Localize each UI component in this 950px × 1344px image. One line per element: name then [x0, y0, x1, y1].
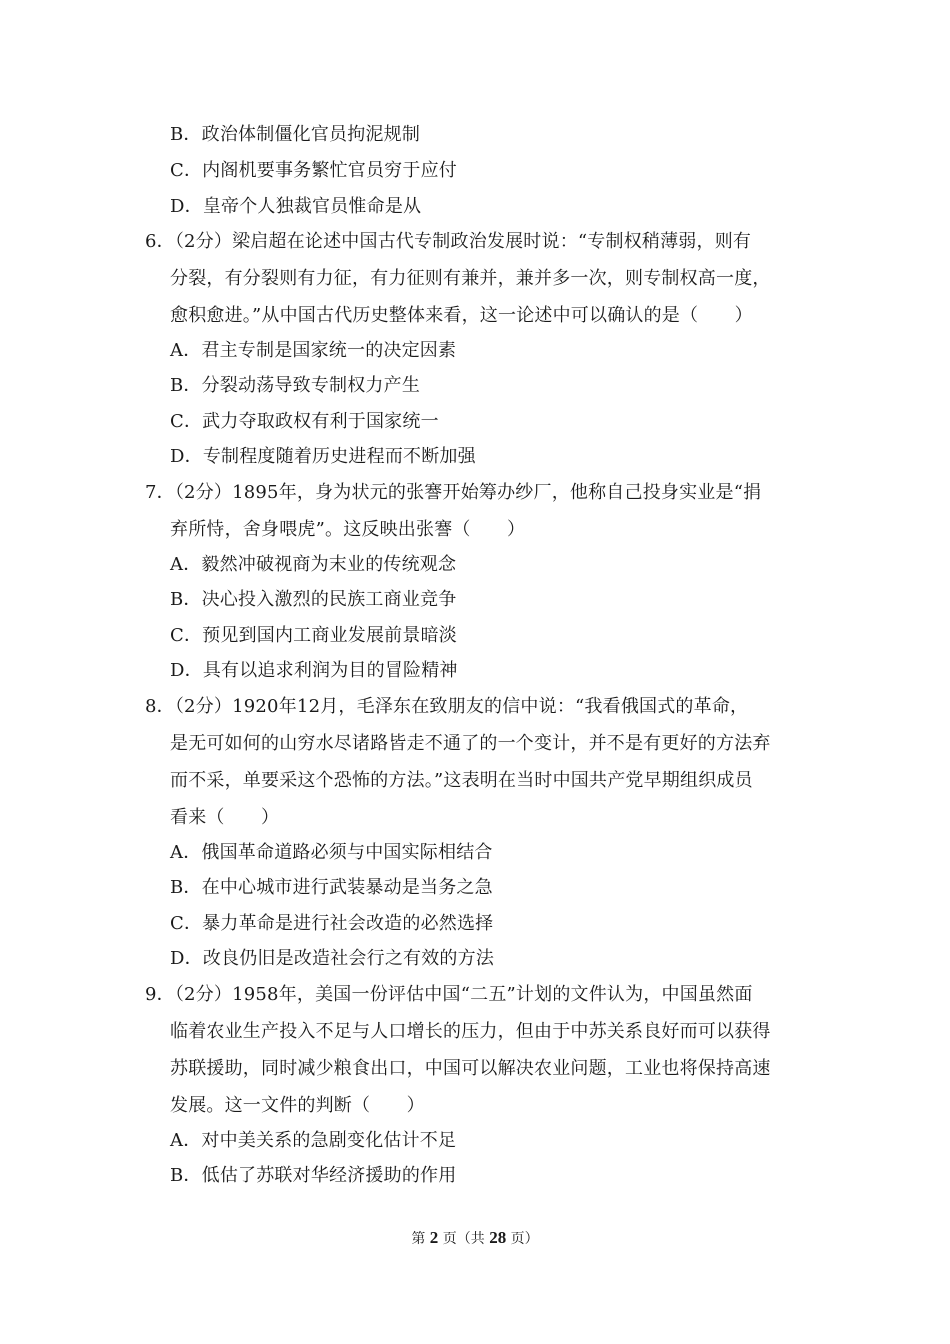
footer-suffix: 页） — [510, 1231, 539, 1247]
page-footer — [0, 1228, 950, 1249]
option-a: A．君主专制是国家统一的决定因素 — [170, 340, 457, 361]
question-9-text: 发展。这一文件的判断（ ） — [170, 1095, 425, 1116]
option-a: A．对中美关系的急剧变化估计不足 — [170, 1130, 457, 1151]
option-c: C．暴力革命是进行社会改造的必然选择 — [170, 913, 494, 934]
option-b: B．分裂动荡导致专制权力产生 — [170, 375, 421, 396]
option-d: D．具有以追求利润为目的冒险精神 — [170, 660, 458, 681]
total-pages: 28 — [489, 1228, 507, 1247]
footer-middle: 页（共 — [442, 1231, 485, 1247]
question-6-text: 分裂，有分裂则有力征，有力征则有兼并，兼并多一次，则专制权高一度， — [170, 268, 771, 289]
option-c: C．预见到国内工商业发展前景暗淡 — [170, 625, 457, 646]
question-6-text: 愈积愈进。”从中国古代历史整体来看，这一论述中可以确认的是（ ） — [170, 305, 753, 326]
option-d: D．皇帝个人独裁官员惟命是从 — [170, 196, 422, 217]
question-7-text: 弃所恃，舍身喂虎”。这反映出张謇（ ） — [170, 519, 526, 540]
question-8-text: 8．（2分）1920年12月，毛泽东在致朋友的信中说：“我看俄国式的革命， — [145, 696, 749, 717]
question-6-text: 6．（2分）梁启超在论述中国古代专制政治发展时说：“专制权稍薄弱，则有 — [145, 231, 752, 252]
footer-prefix: 第 — [411, 1231, 426, 1247]
question-9-text: 临着农业生产投入不足与人口增长的压力，但由于中苏关系良好而可以获得 — [170, 1021, 771, 1042]
option-a: A．毅然冲破视商为末业的传统观念 — [170, 554, 457, 575]
option-d: D．改良仍旧是改造社会行之有效的方法 — [170, 948, 495, 969]
question-8-text: 而不采，单要采这个恐怖的方法。”这表明在当时中国共产党早期组织成员 — [170, 770, 753, 791]
option-b: B．低估了苏联对华经济援助的作用 — [170, 1165, 457, 1186]
option-b: B．在中心城市进行武装暴动是当务之急 — [170, 877, 493, 898]
option-c: C．内阁机要事务繁忙官员穷于应付 — [170, 160, 457, 181]
question-9-text: 9．（2分）1958年，美国一份评估中国“二五”计划的文件认为，中国虽然面 — [145, 984, 753, 1005]
question-9-text: 苏联援助，同时减少粮食出口，中国可以解决农业问题，工业也将保持高速 — [170, 1058, 771, 1079]
option-d: D．专制程度随着历史进程而不断加强 — [170, 446, 476, 467]
question-8-text: 是无可如何的山穷水尽诸路皆走不通了的一个变计，并不是有更好的方法弃 — [170, 733, 771, 754]
option-b: B．政治体制僵化官员拘泥规制 — [170, 124, 421, 145]
option-b: B．决心投入激烈的民族工商业竞争 — [170, 589, 457, 610]
question-8-text: 看来（ ） — [170, 807, 280, 828]
option-a: A．俄国革命道路必须与中国实际相结合 — [170, 842, 493, 863]
page-number: 2 — [429, 1228, 439, 1247]
option-c: C．武力夺取政权有利于国家统一 — [170, 411, 439, 432]
question-7-text: 7．（2分）1895年，身为状元的张謇开始筹办纱厂，他称自己投身实业是“捐 — [145, 482, 762, 503]
